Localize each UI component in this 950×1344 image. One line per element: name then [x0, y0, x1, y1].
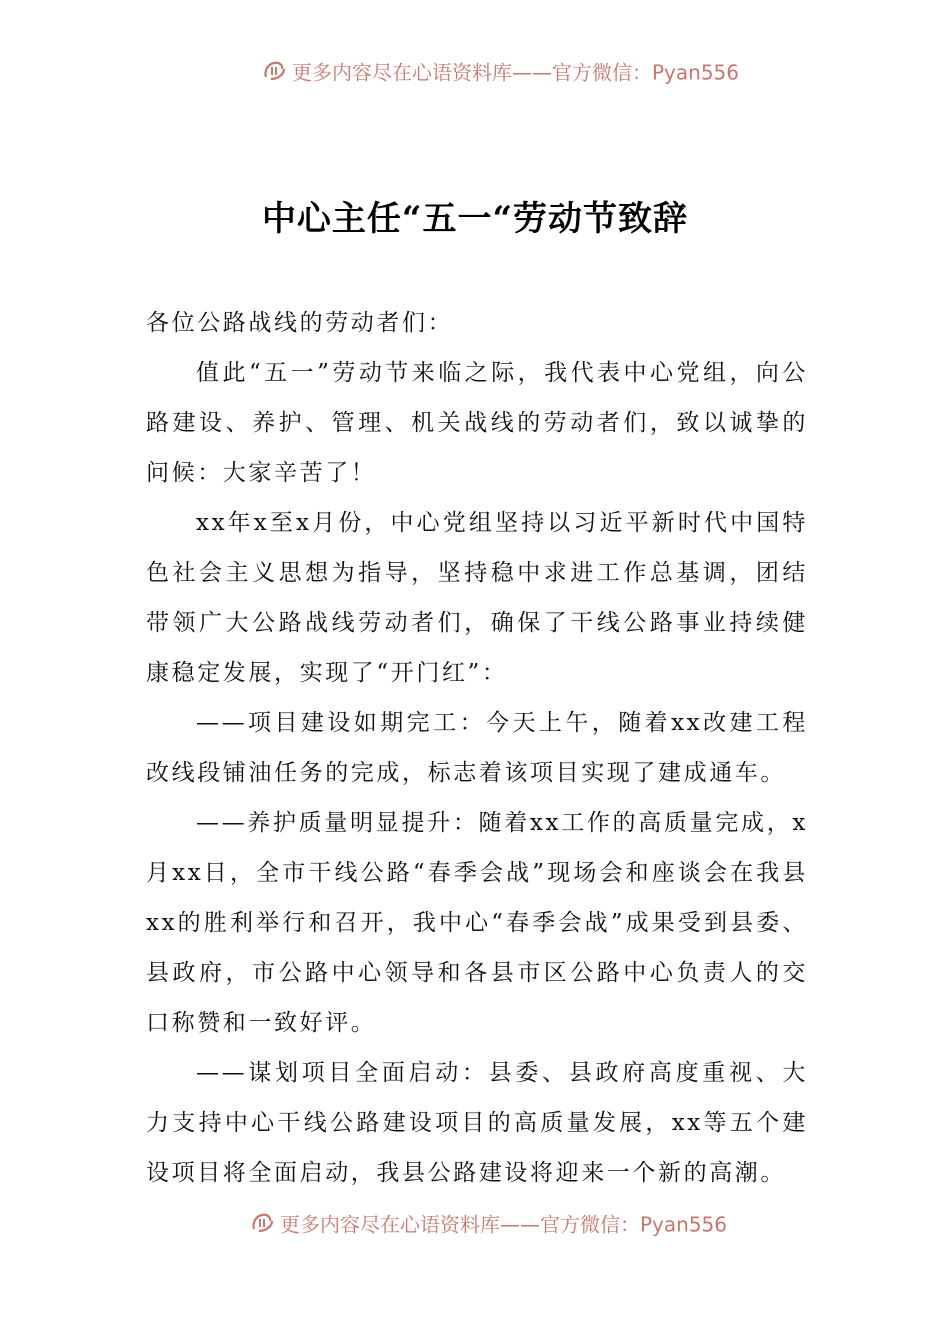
- paragraph: ——谋划项目全面启动：县委、县政府高度重视、大力支持中心干线公路建设项目的高质量发展，xx等五个建设项目将全面启动，我县公路建设将迎来一个新的高潮。: [146, 1060, 808, 1186]
- paragraph: ——项目建设如期完工：今天上午，随着xx改建工程改线段铺油任务的完成，标志着该项目实现了建成通车。: [146, 710, 808, 786]
- brand-logo-icon: [250, 1210, 276, 1234]
- header-watermark: [0, 54, 950, 86]
- watermark-text: 更多内容尽在心语资料库——官方微信：Pyan556: [292, 60, 740, 85]
- document-body: [146, 298, 808, 1198]
- document-title: 中心主任“五一“劳动节致辞: [261, 199, 689, 239]
- brand-logo-icon: [262, 58, 288, 82]
- paragraph: ——养护质量明显提升：随着xx工作的高质量完成，x月xx日，全市干线公路“春季会战”现场会和座谈会在我县xx的胜利举行和召开，我中心“春季会战”成果受到县委、县政府，市公路中心领导和各县市区公路中心负责人的交口称赞和一致好评。: [146, 810, 808, 1036]
- salutation: 各位公路战线的劳动者们：: [146, 310, 454, 336]
- paragraph: 值此“五一”劳动节来临之际，我代表中心党组，向公路建设、养护、管理、机关战线的劳动者们，致以诚挚的问候：大家辛苦了！: [146, 360, 808, 486]
- paragraph: xx年x至x月份，中心党组坚持以习近平新时代中国特色社会主义思想为指导，坚持稳中求进工作总基调，团结带领广大公路战线劳动者们，确保了干线公路事业持续健康稳定发展，实现了“开门红”：: [146, 510, 808, 686]
- watermark-text: 更多内容尽在心语资料库——官方微信：Pyan556: [280, 1212, 728, 1237]
- footer-watermark: [0, 1206, 950, 1238]
